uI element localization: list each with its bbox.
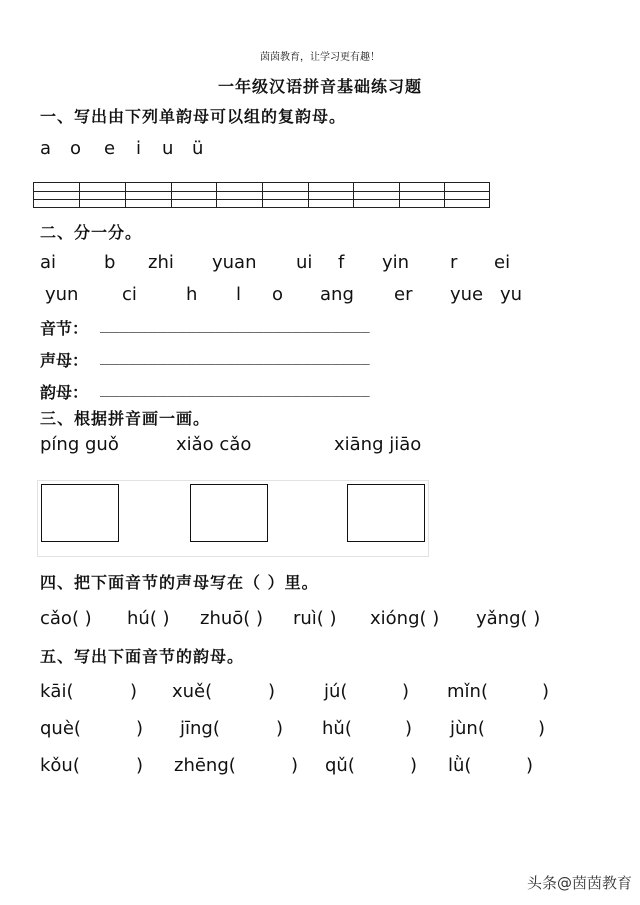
final-fill-close: )	[538, 718, 546, 739]
label-final: 韵母：	[40, 383, 89, 402]
final-fill-close: )	[268, 681, 276, 702]
initial-fill-item[interactable]: xióng( )	[370, 608, 440, 629]
vowel-o: o	[70, 138, 82, 159]
vowel-u: u	[162, 138, 174, 159]
vowel-u-umlaut: ü	[192, 138, 204, 159]
final-fill-close: )	[542, 681, 550, 702]
final-fill-item[interactable]: què(	[40, 718, 81, 739]
drawing-box-apple[interactable]	[41, 484, 119, 542]
final-fill-close: )	[526, 755, 534, 776]
final-fill-item[interactable]: lǜ(	[448, 755, 472, 776]
syllable-item: o	[272, 284, 284, 305]
final-fill-item[interactable]: xuě(	[172, 681, 213, 702]
syllable-item: ui	[296, 252, 313, 273]
syllable-item: ai	[40, 252, 57, 273]
answer-line-final[interactable]: ____________________________	[100, 378, 370, 397]
final-fill-close: )	[410, 755, 418, 776]
final-fill-close: )	[136, 755, 144, 776]
syllable-item: yu	[500, 284, 523, 305]
drawing-box-banana[interactable]	[347, 484, 425, 542]
final-fill-item[interactable]: kǒu(	[40, 755, 80, 776]
drawing-box-grass[interactable]	[190, 484, 268, 542]
syllable-item: yin	[382, 252, 410, 273]
draw-word-banana: xiāng jiāo	[334, 434, 422, 455]
section-2-heading: 二、分一分。	[40, 223, 143, 242]
syllable-item: r	[450, 252, 458, 273]
syllable-item: l	[236, 284, 242, 305]
final-fill-close: )	[130, 681, 138, 702]
initial-fill-item[interactable]: yǎng( )	[476, 608, 541, 629]
section-4-heading: 四、把下面音节的声母写在（ ）里。	[40, 573, 319, 592]
source-watermark	[527, 872, 632, 893]
final-fill-item[interactable]: zhēng(	[174, 755, 236, 776]
final-fill-item[interactable]: jú(	[324, 681, 348, 702]
section-5-heading: 五、写出下面音节的韵母。	[40, 647, 245, 666]
label-initial: 声母：	[40, 351, 89, 370]
final-fill-close: )	[402, 681, 410, 702]
syllable-item: b	[104, 252, 116, 273]
final-fill-close: )	[405, 718, 413, 739]
final-fill-item[interactable]: hǔ(	[322, 718, 352, 739]
section-3-heading: 三、根据拼音画一画。	[40, 409, 211, 428]
vowel-e: e	[104, 138, 116, 159]
draw-word-grass: xiǎo cǎo	[176, 434, 252, 455]
initial-fill-item[interactable]: hú( )	[127, 608, 170, 629]
writing-grid[interactable]	[33, 182, 490, 208]
final-fill-item[interactable]: kāi(	[40, 681, 74, 702]
vowel-i: i	[136, 138, 142, 159]
syllable-item: zhi	[148, 252, 174, 273]
syllable-item: ang	[320, 284, 354, 305]
initial-fill-item[interactable]: zhuō( )	[200, 608, 264, 629]
final-fill-close: )	[136, 718, 144, 739]
draw-word-apple: píng guǒ	[40, 434, 119, 455]
initial-fill-item[interactable]: cǎo( )	[40, 608, 92, 629]
vowel-a: a	[40, 138, 52, 159]
syllable-item: h	[186, 284, 198, 305]
final-fill-item[interactable]: qǔ(	[325, 755, 355, 776]
final-fill-close: )	[276, 718, 284, 739]
syllable-item: ei	[494, 252, 511, 273]
syllable-item: yue	[450, 284, 484, 305]
final-fill-item[interactable]: mǐn(	[447, 681, 488, 702]
watermark-prefix: 头条	[526, 874, 557, 892]
label-syllable: 音节：	[40, 319, 89, 338]
final-fill-item[interactable]: jīng(	[180, 718, 220, 739]
final-fill-close: )	[291, 755, 299, 776]
watermark-brand: @茵茵教育	[556, 874, 632, 892]
answer-line-initial[interactable]: ____________________________	[100, 346, 370, 365]
syllable-item: er	[394, 284, 413, 305]
syllable-item: yuan	[212, 252, 257, 273]
final-fill-item[interactable]: jùn(	[450, 718, 485, 739]
syllable-item: f	[338, 252, 345, 273]
section-1-heading: 一、写出由下列单韵母可以组的复韵母。	[40, 107, 347, 126]
answer-line-syllable[interactable]: ____________________________	[100, 314, 370, 333]
initial-fill-item[interactable]: ruì( )	[293, 608, 337, 629]
worksheet-title: 一年级汉语拼音基础练习题	[217, 77, 422, 96]
syllable-item: yun	[45, 284, 79, 305]
syllable-item: ci	[122, 284, 137, 305]
page-header: 茵茵教育，让学习更有趣！	[260, 52, 380, 63]
